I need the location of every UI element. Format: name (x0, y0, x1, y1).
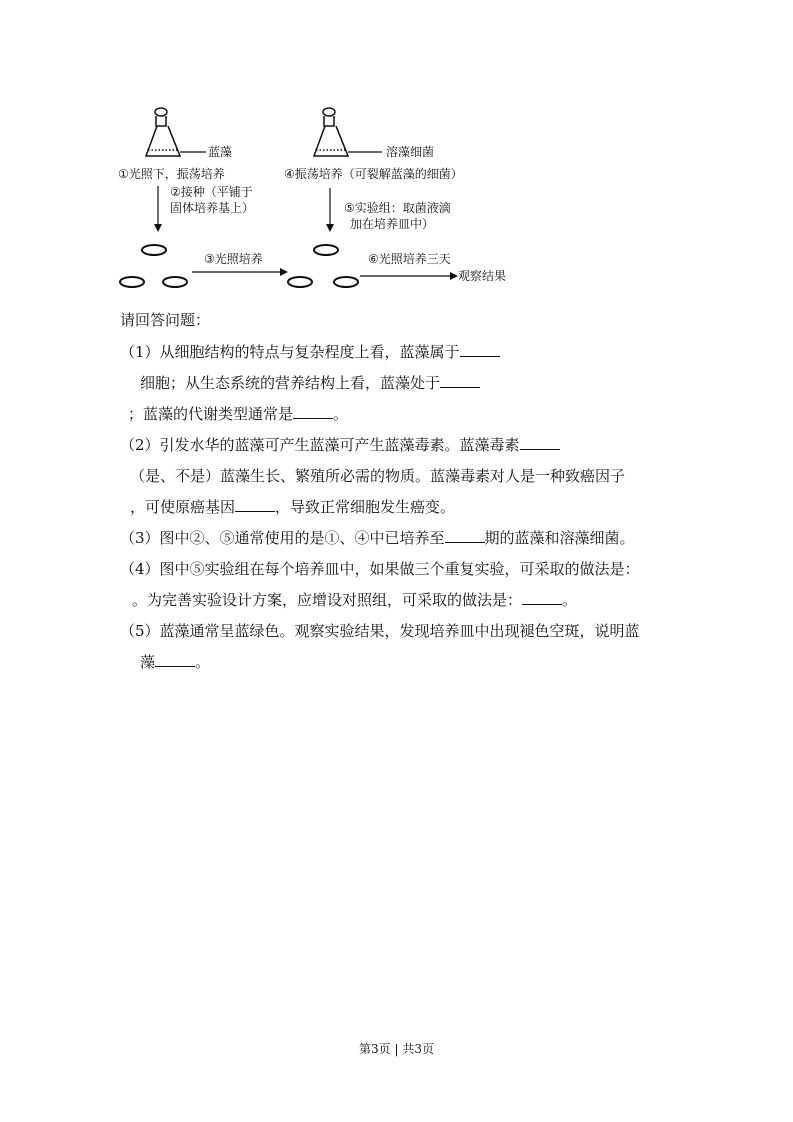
answer-blank[interactable] (445, 528, 485, 543)
question-5-line-2: 藻 。 (140, 653, 211, 671)
answer-blank[interactable] (522, 590, 562, 605)
experiment-diagram (110, 100, 530, 300)
step-2-label-line2: 固体培养基上） (170, 201, 255, 215)
answer-blank[interactable] (235, 497, 275, 512)
answer-blank[interactable] (520, 435, 560, 450)
arrow-head-icon (326, 224, 334, 232)
question-2-line-3: ，可使原癌基因 ，导致正常细胞发生癌变。 (130, 498, 456, 516)
question-4-line-2: 。为完善实验设计方案，应增设对照组，可采取的做法是： 。 (132, 591, 578, 609)
answer-blank[interactable] (460, 342, 500, 357)
left-flask-label: 蓝藻 (208, 145, 233, 159)
question-4-line-1: （4）图中⑤实验组在每个培养皿中，如果做三个重复实验，可采取的做法是： (120, 560, 640, 578)
step-4-label: ④振荡培养（可裂解蓝藻的细菌） (284, 167, 463, 181)
question-1-line-3: ；蓝藻的代谢类型通常是 。 (128, 405, 349, 423)
question-3-line-1: （3）图中②、⑤通常使用的是①、④中已培养至 期的蓝藻和溶藻细菌。 (120, 529, 635, 547)
petri-dish-icon (334, 277, 358, 287)
page-footer: 第3页 | 共3页 (359, 1042, 434, 1056)
step-2-label-line1: ②接种（平铺于 (170, 185, 253, 199)
left-flask-icon (146, 108, 180, 156)
answer-blank[interactable] (293, 404, 333, 419)
answer-blank[interactable] (155, 652, 195, 667)
right-flask-icon (314, 108, 348, 156)
answer-blank[interactable] (440, 373, 480, 388)
petri-dish-icon (288, 277, 312, 287)
question-5-line-1: （5）蓝藻通常呈蓝绿色。观察实验结果，发现培养皿中出现褪色空斑，说明蓝 (120, 622, 640, 640)
step-5-label-line1: ⑤实验组：取菌液滴 (344, 201, 451, 215)
result-label: 观察结果 (458, 269, 507, 283)
question-1-line-1: （1）从细胞结构的特点与复杂程度上看，蓝藻属于 (120, 342, 500, 362)
arrow-head-icon (450, 272, 458, 280)
right-flask-label: 溶藻细菌 (386, 145, 435, 159)
intro-text: 请回答问题： (120, 311, 211, 329)
question-2-line-2: （是、不是）蓝藻生长、繁殖所必需的物质。蓝藻毒素对人是一种致癌因子 (130, 467, 626, 485)
petri-dish-icon (163, 277, 187, 287)
step-1-label: ①光照下，振荡培养 (118, 167, 225, 181)
petri-dish-icon (142, 245, 166, 255)
petri-dish-icon (120, 277, 144, 287)
arrow-head-icon (154, 224, 162, 232)
petri-dish-icon (314, 245, 338, 255)
step-3-label: ③光照培养 (204, 252, 263, 266)
arrow-head-icon (280, 268, 288, 276)
question-1-line-2: 细胞；从生态系统的营养结构上看，蓝藻处于 (140, 373, 480, 393)
step-5-label-line2: 加在培养皿中） (350, 217, 435, 231)
question-2-line-1: （2）引发水华的蓝藻可产生蓝藻可产生蓝藻毒素。蓝藻毒素 (120, 435, 560, 455)
step-6-label: ⑥光照培养三天 (368, 252, 451, 266)
